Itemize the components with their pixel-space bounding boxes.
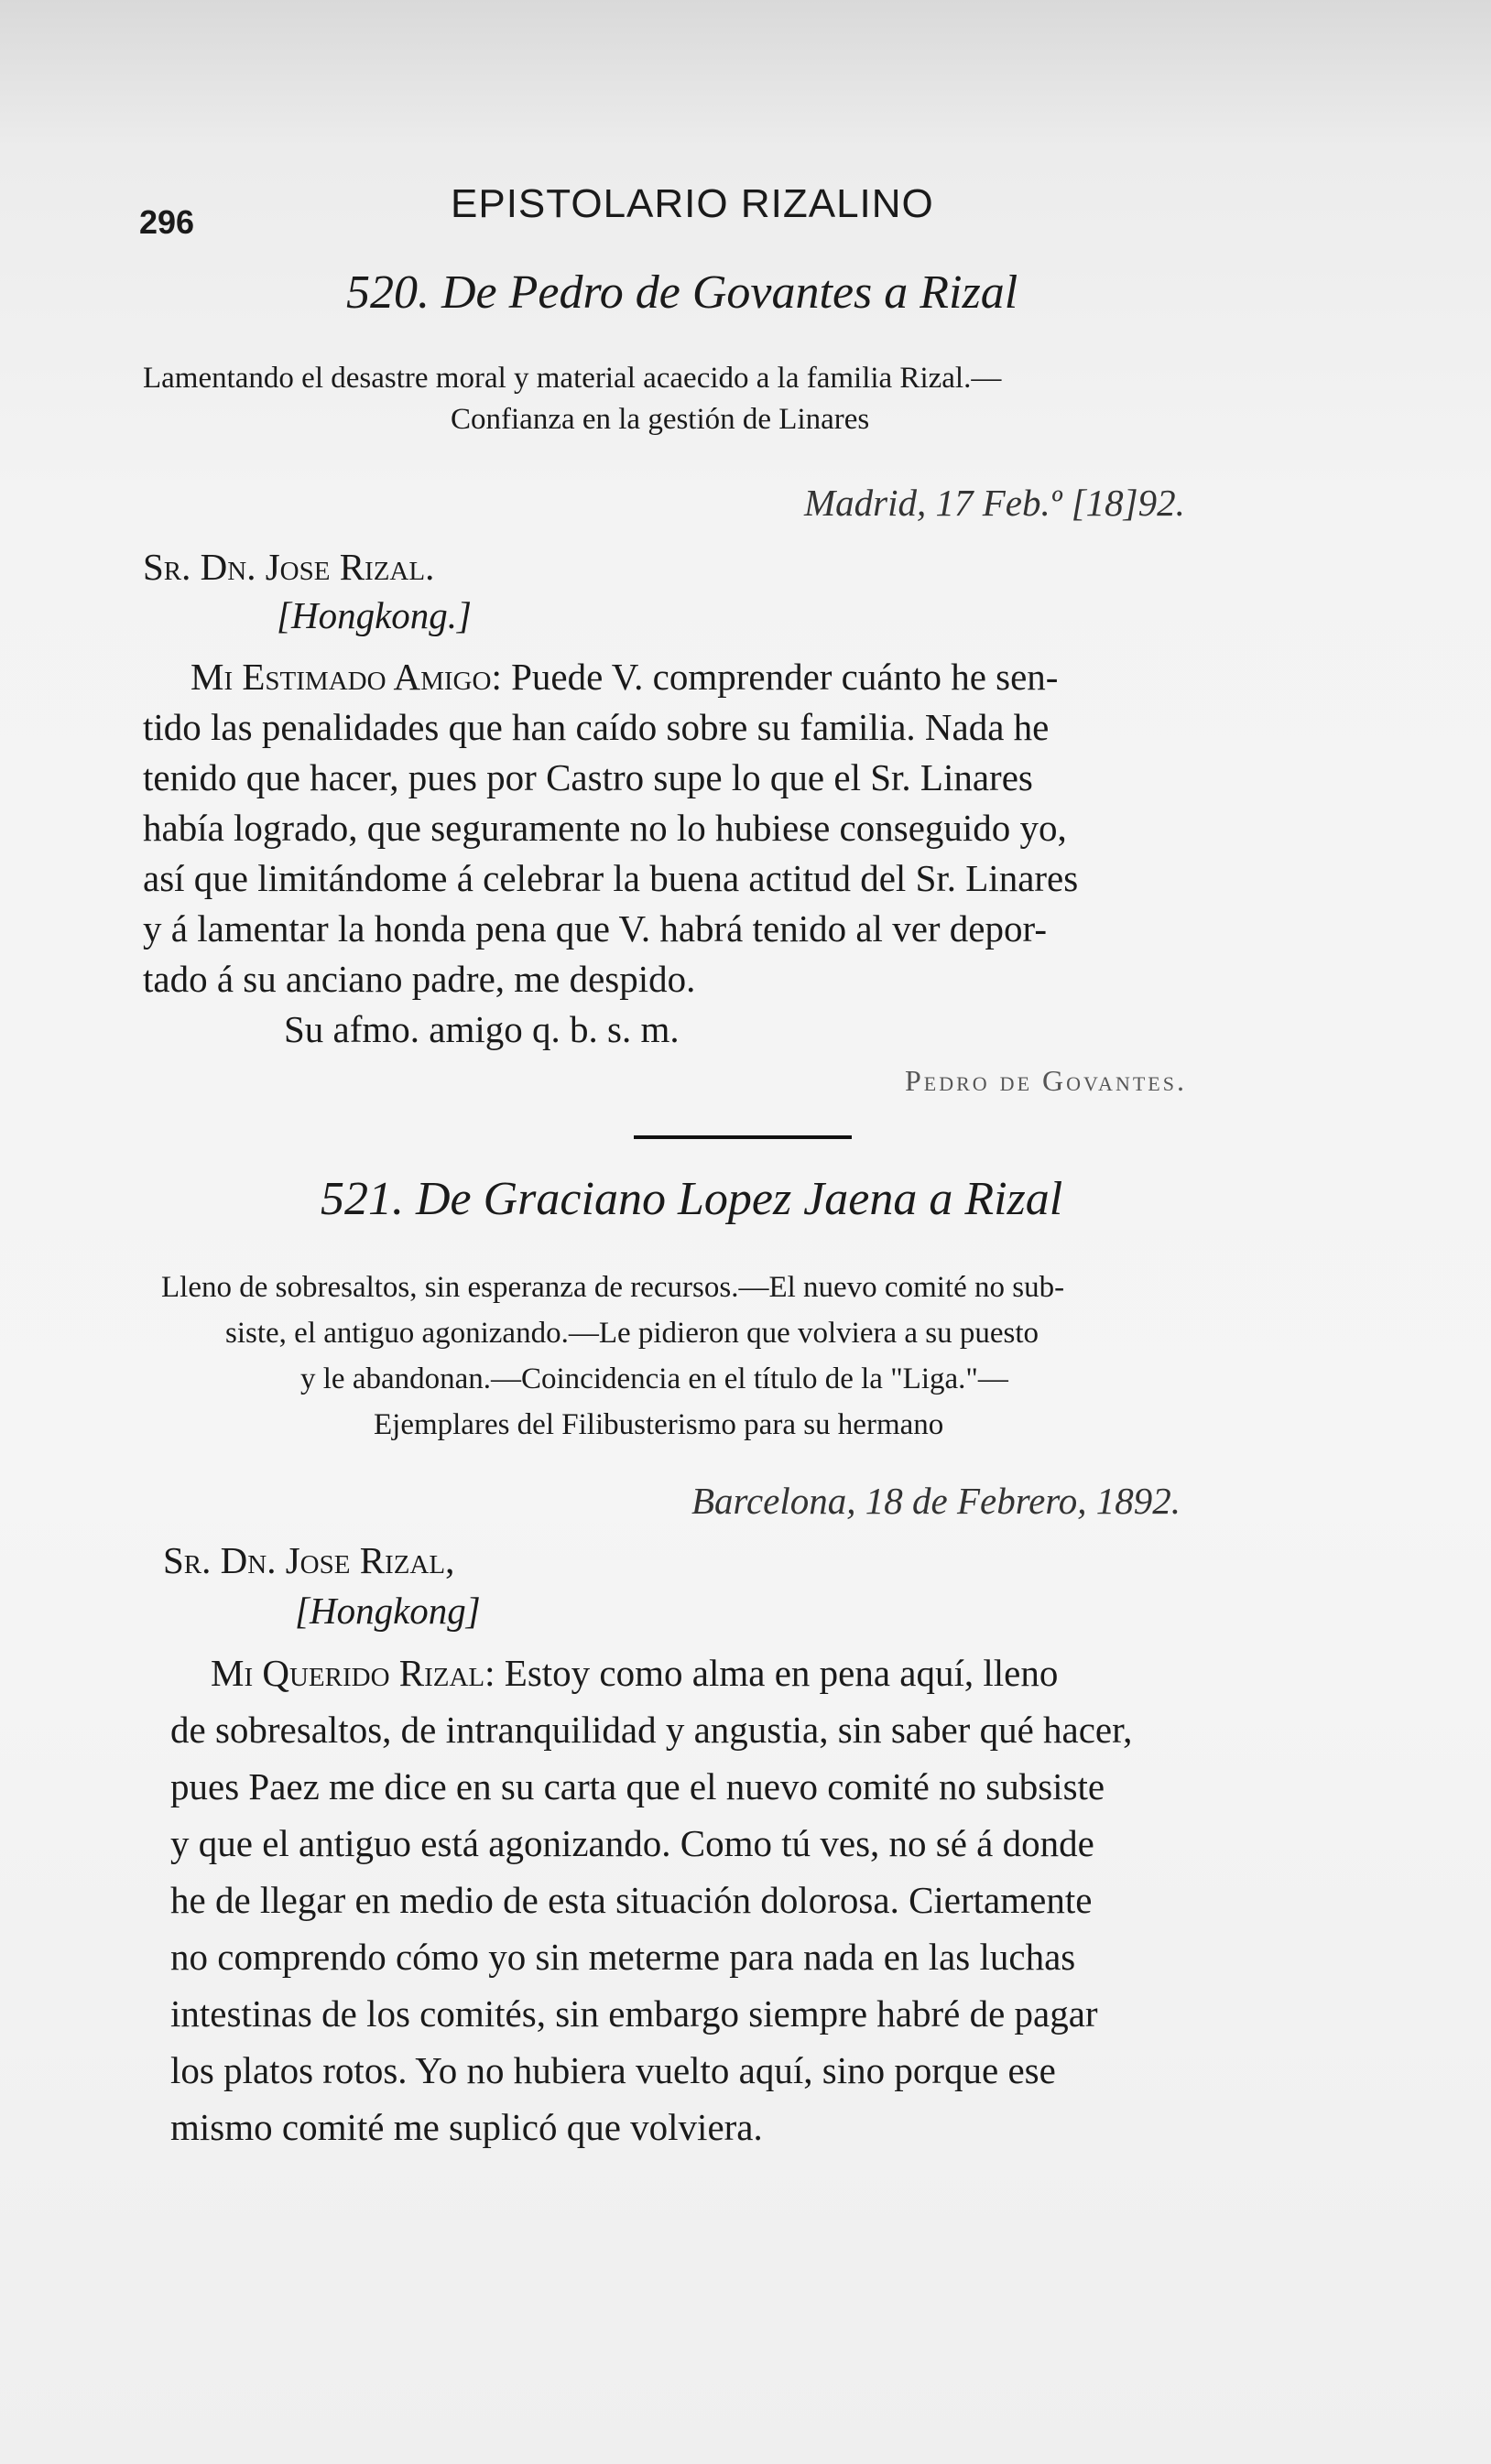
letter-520-summary-line: Confianza en la gestión de Linares [451, 403, 870, 436]
section-divider [634, 1135, 852, 1139]
letter-520-summary-line: Lamentando el desastre moral y material acaecido a la familia Rizal.— [143, 362, 1002, 395]
letter-521-summary-line: siste, el antiguo agonizando.—Le pidieron que volviera a su puesto [225, 1317, 1039, 1350]
letter-521-title: 521. De Graciano Lopez Jaena a Rizal [321, 1173, 1063, 1225]
letter-520-closing: Su afmo. amigo q. b. s. m. [284, 1008, 680, 1050]
body-line: y á lamentar la honda pena que V. habrá tenido al ver depor- [143, 907, 1047, 950]
letter-521-first-line [211, 1651, 1058, 1695]
letter-520-place: [Hongkong.] [277, 594, 472, 636]
letter-520-first-line [190, 655, 1058, 699]
body-line: Puede V. comprender cuánto he sen- [511, 656, 1059, 698]
letter-521-summary-line: Lleno de sobresaltos, sin esperanza de recursos.—El nuevo comité no sub- [161, 1271, 1065, 1304]
running-head: EPISTOLARIO RIZALINO [451, 181, 934, 226]
body-line: he de llegar en medio de esta situación dolorosa. Ciertamente [170, 1879, 1093, 1921]
letter-520-addressee [143, 545, 434, 589]
body-line: tenido que hacer, pues por Castro supe lo que el Sr. Linares [143, 756, 1033, 798]
body-line: no comprendo cómo yo sin meterme para nada en las luchas [170, 1936, 1076, 1978]
letter-521-summary-line: Ejemplares del Filibusterismo para su hermano [374, 1408, 944, 1441]
letter-521-summary-line: y le abandonan.—Coincidencia en el título de la "Liga."— [300, 1362, 1008, 1395]
body-line: de sobresaltos, de intranquilidad y angustia, sin saber qué hacer, [170, 1709, 1133, 1751]
body-line: así que limitándome á celebrar la buena actitud del Sr. Linares [143, 857, 1079, 899]
body-line: Estoy como alma en pena aquí, lleno [504, 1652, 1059, 1694]
addressee-name: Sr. Dn. Jose Rizal, [163, 1539, 455, 1581]
letter-521-dateline: Barcelona, 18 de Febrero, 1892. [691, 1480, 1181, 1522]
body-line: mismo comité me suplicó que volviera. [170, 2106, 763, 2148]
letter-521-place: [Hongkong] [295, 1590, 481, 1632]
letter-520-signature: Pedro de Govantes. [905, 1064, 1187, 1097]
page-number: 296 [139, 203, 195, 241]
letter-520-dateline: Madrid, 17 Feb.º [18]92. [804, 482, 1185, 524]
letter-520-salutation: Mi Estimado Amigo: [190, 656, 502, 698]
letter-521-salutation: Mi Querido Rizal: [211, 1652, 495, 1694]
body-line: los platos rotos. Yo no hubiera vuelto aquí, sino porque ese [170, 2049, 1056, 2091]
letter-520-title: 520. De Pedro de Govantes a Rizal [346, 266, 1018, 319]
letter-521-addressee [163, 1538, 454, 1582]
body-line: y que el antiguo está agonizando. Como tú ves, no sé á donde [170, 1822, 1094, 1864]
body-line: había logrado, que seguramente no lo hubiese conseguido yo, [143, 807, 1067, 849]
body-line: pues Paez me dice en su carta que el nuevo comité no subsiste [170, 1765, 1105, 1807]
body-line: tado á su anciano padre, me despido. [143, 958, 696, 1000]
body-line: intestinas de los comités, sin embargo siempre habré de pagar [170, 1992, 1098, 2035]
body-line: tido las penalidades que han caído sobre su familia. Nada he [143, 706, 1050, 748]
addressee-name: Sr. Dn. Jose Rizal. [143, 546, 435, 588]
